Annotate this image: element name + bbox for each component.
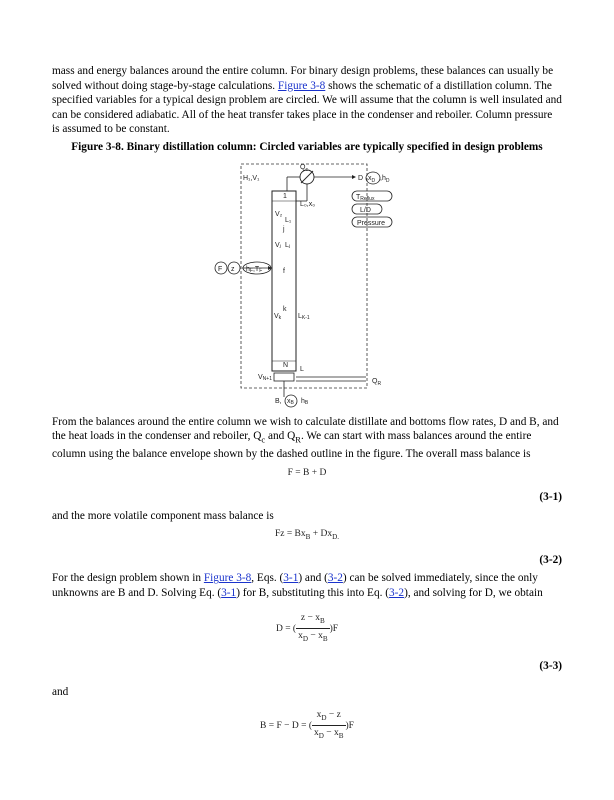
balances-paragraph: From the balances around the entire column we wish to calculate distillate and bottoms flow rates, D and B, and the heat loads in the condenser and reboiler, $Q_c$ and $Q_R$. We can start with mass balances around the entire column using the balance envelope shown by the dashed outline in the figure. The overall mass balance is <box>52 415 559 460</box>
hd-label: $,h_D$ <box>380 174 390 184</box>
eq-3-2-link[interactable]: 3-2 <box>327 572 343 585</box>
vk-label: Vk <box>274 312 282 321</box>
v2-label: V₂ <box>275 210 283 218</box>
ld-label: L/D <box>360 206 371 214</box>
feed-f-label: F <box>218 265 223 273</box>
equation-number-3-1: (3-1) <box>539 491 562 504</box>
stage-N-label: N <box>283 361 289 369</box>
balance-envelope <box>241 164 367 388</box>
reboiler <box>274 373 294 381</box>
xd-label: $x_D$ <box>368 174 376 184</box>
figure-caption: Figure 3-8. Binary distillation column: Circled variables are typically specified in design problems <box>71 140 543 153</box>
document-page <box>52 64 562 744</box>
lk1-label: LK-1 <box>298 312 310 321</box>
feed-stage-label: f <box>283 267 285 275</box>
qr-label: $Q_R$ <box>372 377 382 387</box>
distillation-column-figure <box>52 161 562 411</box>
stage-1-label: 1 <box>283 192 287 200</box>
h1v1-label: H₁,V₁ <box>243 174 260 182</box>
figure-3-8-link-2[interactable]: Figure 3-8 <box>203 572 252 585</box>
xb-label: xB <box>287 397 294 406</box>
stage-k-label: k <box>283 305 287 313</box>
treflux-label: TReflux <box>356 193 375 202</box>
pressure-label: Pressure <box>357 219 386 227</box>
hb-label: hB <box>301 397 309 406</box>
equation-number-3-2: (3-2) <box>539 553 562 566</box>
equation-3-1: F = B + D <box>287 467 327 478</box>
bottoms-label: B, <box>275 397 282 405</box>
equation-3-4: B = F − D = ( $\frac{x_D - z}{x_D - x_B}$ )F <box>260 709 354 741</box>
column-shell <box>272 191 296 371</box>
vn1-label: VN+1 <box>258 373 272 382</box>
equation-3-2: $Fz = Bx_B + Dx_{D.}$ <box>274 529 340 542</box>
component-balance-text: and the more volatile component mass balance is <box>52 509 274 522</box>
feed-z-label: z <box>231 265 235 273</box>
distillate-label: D <box>358 174 364 182</box>
l0x0-label: L₀,x₀ <box>300 200 316 208</box>
stage-j-label: j <box>283 225 285 233</box>
intro-paragraph: mass and energy balances around the entire column. For binary design problems, these balances can usually be solved without doing stage-by-stage calculations. Figure 3-8 shows the schematic of a distillation column. The specified variables for a typical design problem are circled. We will assume that the column is well insulated and can be considered adiabatic. All of the heat transfer takes place in the condenser and reboiler. Column pressure is assumed to be constant. <box>52 65 562 136</box>
eq-3-1-link[interactable]: 3-1 <box>283 572 299 585</box>
design-problem-paragraph: For the design problem shown in Figure 3-8, Eqs. (3-1) and (3-2) can be solved immediately, since the only unknowns are B and D. Solving Eq. (3-1) for B, substituting this into Eq. (3-2), and solving for D, we obtain <box>52 572 543 600</box>
figure-3-8-link[interactable]: Figure 3-8 <box>277 79 326 92</box>
qc-label: $Q_c$ <box>300 163 308 173</box>
equation-3-3: D = ( $\frac{z - x_B}{x_D - x_B}$ )F <box>275 612 339 644</box>
l1-label: L₁ <box>285 216 292 224</box>
feed-hf-tf-label: hF,TF <box>246 265 263 274</box>
lj-label: Lⱼ <box>285 241 291 249</box>
and-text: and <box>52 686 69 699</box>
lbar-label: L <box>300 365 304 373</box>
vj-label: Vⱼ <box>275 241 281 249</box>
eq-3-2-link-2[interactable]: 3-2 <box>389 587 405 600</box>
eq-3-1-link-2[interactable]: 3-1 <box>221 587 237 600</box>
equation-number-3-3: (3-3) <box>539 659 562 672</box>
